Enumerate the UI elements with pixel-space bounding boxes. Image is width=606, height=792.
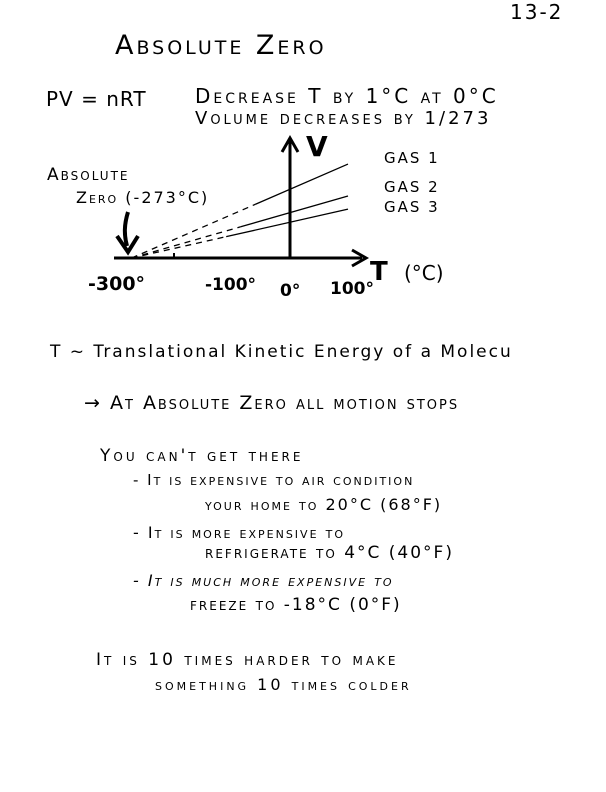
series-label-2: GAS 2 [384, 178, 440, 196]
x-tick-label: -300° [88, 273, 146, 295]
absolute-zero-annotation-line1: Absolute [47, 165, 130, 185]
series-extrapolation-2 [132, 227, 241, 258]
bullet-3-line1: - It is much more expensive to [133, 571, 394, 590]
x-tick-label: 0° [280, 281, 301, 301]
series-label-3: GAS 3 [384, 198, 440, 216]
series-line-2 [241, 196, 348, 227]
absolute-zero-arrow-shaft [125, 212, 128, 246]
page-number: 13-2 [510, 0, 564, 24]
statement-line: T ~ Translational Kinetic Energy of a Molecu [50, 342, 513, 362]
bullet-2-line1: - It is more expensive to [133, 523, 345, 542]
bullet-3-line2: freeze to -18°C (0°F) [190, 595, 402, 615]
cant-get-there: You can't get there [100, 446, 304, 466]
bullet-1-line1: - It is expensive to air condition [133, 471, 415, 489]
bullet-1-line2: your home to 20°C (68°F) [205, 495, 443, 514]
page-title: Absolute Zero [115, 30, 327, 61]
series-label-1: GAS 1 [384, 149, 440, 167]
note-line-2: Volume decreases by 1/273 [195, 108, 492, 129]
y-axis-label: V [306, 130, 328, 163]
conclusion-line2: something 10 times colder [155, 675, 412, 694]
series-line-1 [255, 164, 348, 204]
series-extrapolation-1 [132, 204, 256, 258]
equation: PV = nRT [46, 87, 147, 111]
conclusion-line1: It is 10 times harder to make [96, 650, 399, 670]
x-axis-label: T [370, 257, 388, 287]
bullet-2-line2: refrigerate to 4°C (40°F) [205, 543, 454, 563]
note-line-1: Decrease T by 1°C at 0°C [195, 84, 499, 108]
absolute-zero-annotation-line2: Zero (-273°C) [76, 188, 210, 207]
motion-stops-line: → At Absolute Zero all motion stops [84, 392, 460, 414]
x-axis-unit: (°C) [404, 261, 444, 285]
x-tick-label: 100° [330, 279, 374, 299]
series-extrapolation-3 [132, 237, 227, 258]
x-tick-label: -100° [205, 275, 257, 295]
